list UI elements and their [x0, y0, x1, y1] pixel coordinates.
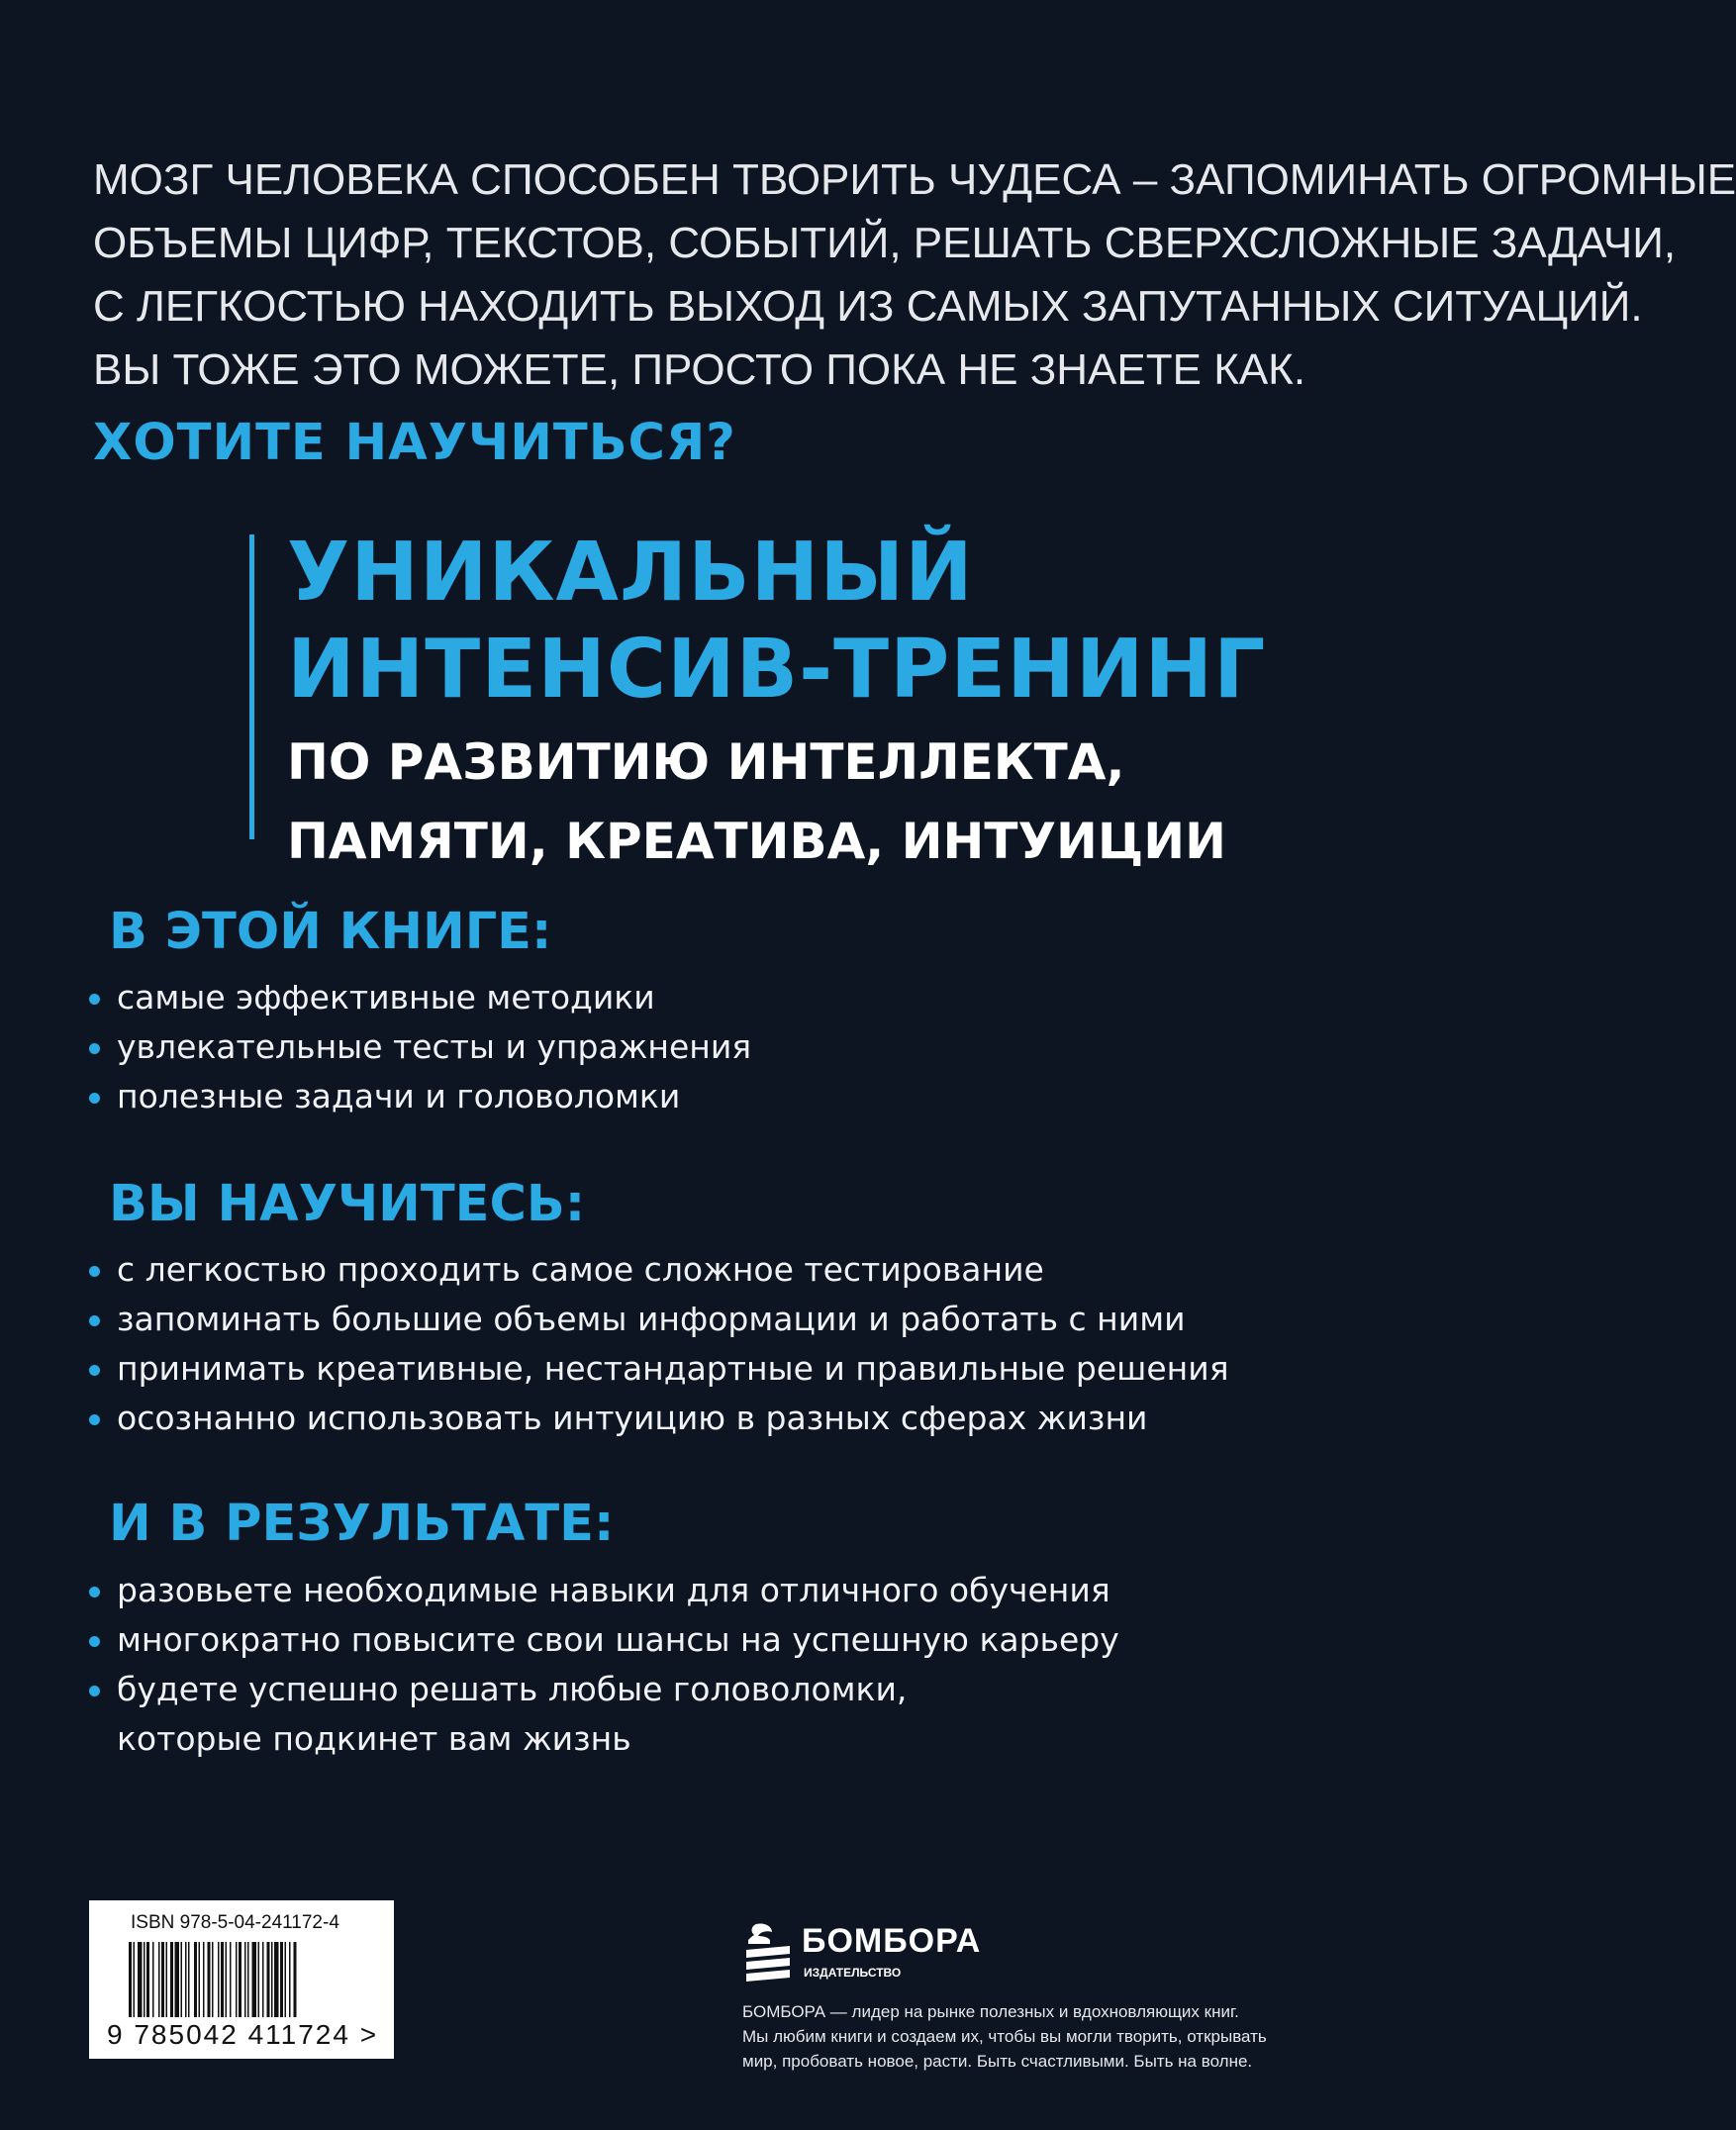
list-item-text: увлекательные тесты и упражнения [117, 1027, 752, 1066]
list-item-text: запоминать большие объемы информации и работать с ними [117, 1300, 1186, 1338]
subheadline-line-2: ПАМЯТИ, КРЕАТИВА, ИНТУИЦИИ [287, 813, 1226, 870]
list-item-text: принимать креативные, нестандартные и правильные решения [117, 1349, 1229, 1388]
publisher-description [742, 1999, 1415, 2074]
list-item-text: будете успешно решать любые головоломки, [117, 1670, 908, 1708]
subheadline-line-1: ПО РАЗВИТИЮ ИНТЕЛЛЕКТА, [287, 733, 1125, 791]
intro-question: ХОТИТЕ НАУЧИТЬСЯ? [93, 414, 736, 472]
bullet-dot-icon [89, 1365, 100, 1376]
book-wave-logo-icon [742, 1920, 794, 1982]
headline [287, 525, 1266, 719]
list-item [89, 1022, 751, 1072]
list-item [89, 1665, 1119, 1764]
publisher-description-line: БОМБОРА — лидер на рынке полезных и вдохновляющих книг. [742, 2002, 1239, 2021]
isbn-barcode-box [89, 1900, 394, 2059]
accent-vertical-bar [249, 534, 254, 839]
bullet-dot-icon [89, 1266, 100, 1277]
intro-line: МОЗГ ЧЕЛОВЕКА СПОСОБЕН ТВОРИТЬ ЧУДЕСА – ЗАПОМИНАТЬ ОГРОМНЫЕ [93, 155, 1736, 204]
intro-paragraph [93, 148, 1736, 402]
list-item [89, 1394, 1229, 1443]
publisher-description-line: Мы любим книги и создаем их, чтобы вы могли творить, открывать [742, 2027, 1267, 2046]
bullet-dot-icon [89, 1587, 100, 1598]
bullet-dot-icon [89, 994, 100, 1005]
section-list-in-book [89, 973, 751, 1121]
section-title-as-a-result: И В РЕЗУЛЬТАТЕ: [109, 1495, 615, 1553]
list-item-text: самые эффективные методики [117, 978, 655, 1017]
publisher-description-line: мир, пробовать новое, расти. Быть счастливыми. Быть на волне. [742, 2052, 1253, 2071]
list-item-text: разовьете необходимые навыки для отличного обучения [117, 1571, 1110, 1609]
list-item-text: многократно повысите свои шансы на успешную карьеру [117, 1620, 1119, 1659]
list-item [89, 1344, 1229, 1394]
list-item [89, 1566, 1119, 1615]
barcode-icon [129, 1942, 356, 2021]
section-list-you-will-learn [89, 1245, 1229, 1443]
subheadline [287, 723, 1226, 881]
bullet-dot-icon [89, 1636, 100, 1647]
list-item-text: с легкостью проходить самое сложное тестирование [117, 1250, 1044, 1289]
list-item [89, 1072, 751, 1121]
list-item [89, 1615, 1119, 1665]
bullet-dot-icon [89, 1315, 100, 1326]
bullet-dot-icon [89, 1686, 100, 1696]
publisher-subtitle: ИЗДАТЕЛЬСТВО [804, 1966, 902, 1980]
section-list-as-a-result [89, 1566, 1119, 1764]
list-item [89, 1295, 1229, 1344]
list-item-text: полезные задачи и головоломки [117, 1077, 681, 1115]
isbn-label: ISBN 978-5-04-241172-4 [131, 1912, 339, 1933]
section-title-you-will-learn: ВЫ НАУЧИТЕСЬ: [109, 1175, 586, 1233]
list-item [89, 1245, 1229, 1295]
headline-line-1: УНИКАЛЬНЫЙ [287, 526, 974, 620]
intro-line: ОБЪЕМЫ ЦИФР, ТЕКСТОВ, СОБЫТИЙ, РЕШАТЬ СВЕРХСЛОЖНЫЕ ЗАДАЧИ, [93, 219, 1677, 267]
bullet-dot-icon [89, 1043, 100, 1054]
intro-line: ВЫ ТОЖЕ ЭТО МОЖЕТЕ, ПРОСТО ПОКА НЕ ЗНАЕТЕ КАК. [93, 345, 1306, 394]
list-item [89, 973, 751, 1022]
publisher-name: БОМБОРА [802, 1922, 982, 1960]
bullet-dot-icon [89, 1093, 100, 1104]
list-item-continuation: которые подкинет вам жизнь [117, 1719, 631, 1758]
list-item-text: осознанно использовать интуицию в разных сферах жизни [117, 1399, 1148, 1437]
isbn-digits: 9 785042 411724 > [107, 2019, 379, 2050]
headline-line-2: ИНТЕНСИВ-ТРЕНИНГ [287, 623, 1267, 717]
section-title-in-book: В ЭТОЙ КНИГЕ: [109, 903, 552, 961]
intro-line: С ЛЕГКОСТЬЮ НАХОДИТЬ ВЫХОД ИЗ САМЫХ ЗАПУТАННЫХ СИТУАЦИЙ. [93, 282, 1643, 331]
bullet-dot-icon [89, 1414, 100, 1425]
